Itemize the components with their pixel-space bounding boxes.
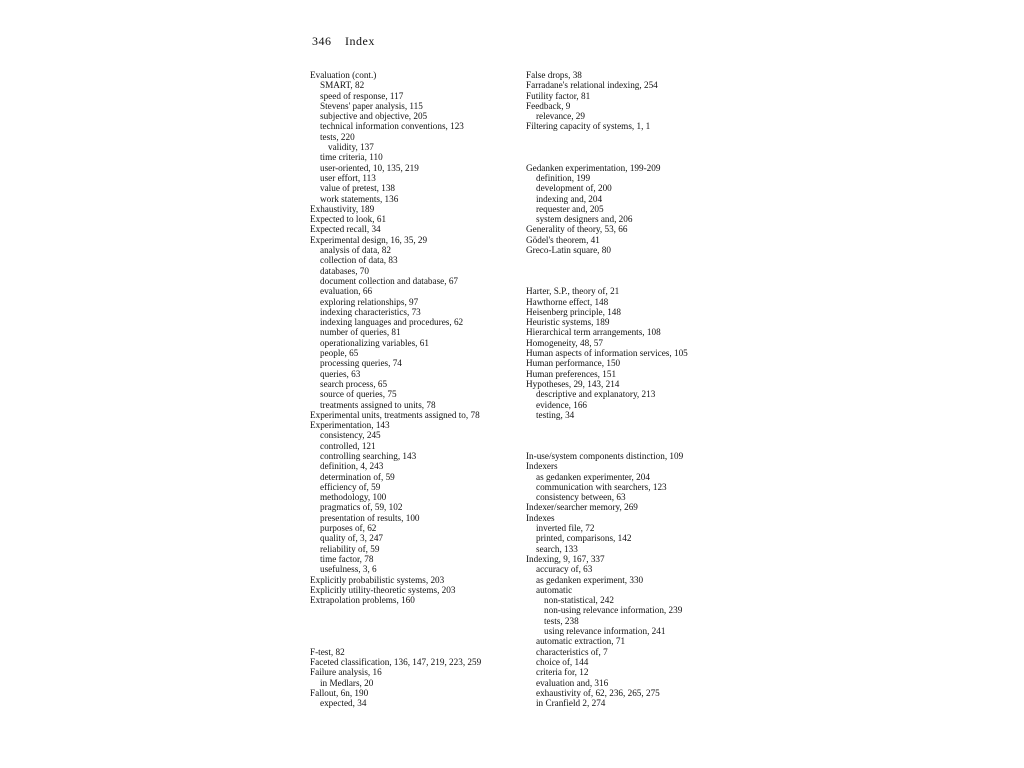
- index-subentry: queries, 63: [320, 368, 361, 379]
- index-gap: [526, 430, 741, 440]
- index-subentry: non-statistical, 242: [544, 595, 614, 606]
- index-subentry: analysis of data, 82: [320, 245, 391, 256]
- index-entry: Expected to look, 61: [310, 214, 387, 225]
- index-subentry: processing queries, 74: [320, 358, 402, 369]
- page-number: 346: [312, 34, 332, 48]
- index-gap: [310, 626, 525, 636]
- index-subentry: in Cranfield 2, 274: [536, 698, 606, 709]
- index-subentry: reliability of, 59: [320, 543, 380, 554]
- index-subentry: value of pretest, 138: [320, 183, 396, 194]
- index-entry: Gedanken experimentation, 199-209: [526, 162, 661, 173]
- index-entry: Faceted classification, 136, 147, 219, 223, 259: [310, 656, 482, 667]
- index-subentry: relevance, 29: [536, 111, 585, 122]
- index-entry: Heisenberg principle, 148: [526, 306, 621, 317]
- index-gap: [526, 276, 741, 286]
- index-subentry: consistency, 245: [320, 430, 381, 441]
- index-subentry: search process, 65: [320, 378, 388, 389]
- index-subentry: controlled, 121: [320, 440, 376, 451]
- index-subentry: pragmatics of, 59, 102: [320, 502, 403, 513]
- index-subentry: collection of data, 83: [320, 255, 398, 266]
- index-entry: Generality of theory, 53, 66: [526, 224, 628, 235]
- index-subentry: choice of, 144: [536, 656, 589, 667]
- index-subentry: purposes of, 62: [320, 523, 377, 534]
- index-entry: Hawthorne effect, 148: [526, 296, 609, 307]
- index-gap: [526, 266, 741, 276]
- index-entry: Human performance, 150: [526, 358, 621, 369]
- index-subentry: indexing and, 204: [536, 193, 603, 204]
- index-subentry: controlling searching, 143: [320, 450, 417, 461]
- index-subentry: document collection and database, 67: [320, 275, 459, 286]
- index-entry: Indexes: [526, 512, 555, 523]
- index-entry: Experimental units, treatments assigned to, 78: [310, 409, 480, 420]
- index-subentry: printed, comparisons, 142: [536, 533, 632, 544]
- index-subentry: evidence, 166: [536, 399, 588, 410]
- index-subentry: user effort, 113: [320, 172, 376, 183]
- index-subentry: development of, 200: [536, 183, 612, 194]
- index-subentry: characteristics of, 7: [536, 646, 608, 657]
- index-subentry: in Medlars, 20: [320, 677, 374, 688]
- index-subentry: using relevance information, 241: [544, 626, 666, 637]
- index-subentry: efficiency of, 59: [320, 481, 381, 492]
- index-subentry: consistency between, 63: [536, 492, 626, 503]
- index-subentry: non-using relevance information, 239: [544, 605, 683, 616]
- index-gap: [526, 132, 741, 142]
- index-entry: Hierarchical term arrangements, 108: [526, 327, 661, 338]
- running-head-title: Index: [345, 34, 375, 48]
- index-subentry: definition, 4, 243: [320, 461, 384, 472]
- index-gap: [526, 142, 741, 152]
- index-entry: Indexer/searcher memory, 269: [526, 502, 638, 513]
- index-subentry: tests, 220: [320, 131, 355, 142]
- index-subentry: accuracy of, 63: [536, 564, 593, 575]
- index-subentry: communication with searchers, 123: [536, 481, 667, 492]
- index-entry: F-test, 82: [310, 646, 345, 657]
- index-subentry: exploring relationships, 97: [320, 296, 419, 307]
- index-subentry: validity, 137: [328, 142, 374, 153]
- index-subentry: SMART, 82: [320, 80, 365, 91]
- index-subentry: speed of response, 117: [320, 90, 404, 101]
- index-subentry: source of queries, 75: [320, 389, 397, 400]
- index-gap: [310, 605, 525, 615]
- index-entry: Indexing, 9, 167, 337: [526, 553, 605, 564]
- index-subentry: descriptive and explanatory, 213: [536, 389, 656, 400]
- index-subentry: quality of, 3, 247: [320, 533, 384, 544]
- index-subentry: subjective and objective, 205: [320, 111, 428, 122]
- index-gap: [310, 636, 525, 646]
- index-entry: Hypotheses, 29, 143, 214: [526, 378, 620, 389]
- index-subentry: as gedanken experimenter, 204: [536, 471, 650, 482]
- index-entry: Human preferences, 151: [526, 368, 617, 379]
- index-subentry: evaluation and, 316: [536, 677, 609, 688]
- index-gap: [526, 420, 741, 430]
- index-subentry: user-oriented, 10, 135, 219: [320, 162, 419, 173]
- index-gap: [526, 441, 741, 451]
- index-subentry: presentation of results, 100: [320, 512, 420, 523]
- index-entry: Feedback, 9: [526, 100, 571, 111]
- index-subentry: search, 133: [536, 543, 578, 554]
- index-subentry: work statements, 136: [320, 193, 399, 204]
- index-gap: [310, 616, 525, 626]
- index-subentry: people, 65: [320, 348, 359, 359]
- index-entry: Harter, S.P., theory of, 21: [526, 286, 620, 297]
- index-entry: Evaluation (cont.): [310, 70, 377, 80]
- index-entry: Fallout, 6n, 190: [310, 687, 369, 698]
- index-subentry: usefulness, 3, 6: [320, 564, 377, 575]
- index-subentry: treatments assigned to units, 78: [320, 399, 436, 410]
- index-entry: Farradane's relational indexing, 254: [526, 80, 658, 91]
- index-subentry: evaluation, 66: [320, 286, 373, 297]
- index-subentry: methodology, 100: [320, 492, 387, 503]
- index-gap: [526, 255, 741, 265]
- index-subentry: automatic extraction, 71: [536, 636, 626, 647]
- index-subentry: indexing languages and procedures, 62: [320, 317, 464, 328]
- index-subentry: technical information conventions, 123: [320, 121, 464, 132]
- index-subentry: expected, 34: [320, 698, 367, 709]
- index-subentry: definition, 199: [536, 172, 591, 183]
- index-subentry: time factor, 78: [320, 553, 374, 564]
- index-entry: False drops, 38: [526, 70, 582, 80]
- running-head: [312, 34, 375, 49]
- index-entry: Indexers: [526, 461, 558, 472]
- index-entry: Failure analysis, 16: [310, 667, 382, 678]
- index-entry: Human aspects of information services, 105: [526, 348, 688, 359]
- index-entry: Gödel's theorem, 41: [526, 234, 600, 245]
- index-entry: Heuristic systems, 189: [526, 317, 610, 328]
- index-subentry: indexing characteristics, 73: [320, 306, 421, 317]
- index-entry: Experimentation, 143: [310, 420, 390, 431]
- index-entry: In-use/system components distinction, 109: [526, 450, 684, 461]
- index-entry: Exhaustivity, 189: [310, 203, 375, 214]
- index-entry: Futility factor, 81: [526, 90, 591, 101]
- index-entry: Experimental design, 16, 35, 29: [310, 234, 428, 245]
- index-subentry: requester and, 205: [536, 203, 604, 214]
- index-entry: Explicitly utility-theoretic systems, 203: [310, 584, 456, 595]
- index-subentry: operationalizing variables, 61: [320, 337, 429, 348]
- index-subentry: testing, 34: [536, 409, 575, 420]
- index-entry: Greco-Latin square, 80: [526, 245, 611, 256]
- index-subentry: time criteria, 110: [320, 152, 383, 163]
- index-entry: Filtering capacity of systems, 1, 1: [526, 121, 651, 132]
- index-entry: Explicitly probabilistic systems, 203: [310, 574, 445, 585]
- index-column-right: [526, 70, 741, 708]
- index-entry: Extrapolation problems, 160: [310, 595, 415, 606]
- index-subentry: automatic: [536, 584, 573, 595]
- index-subentry: databases, 70: [320, 265, 369, 276]
- index-subentry: number of queries, 81: [320, 327, 401, 338]
- index-subentry: system designers and, 206: [536, 214, 633, 225]
- index-column-left: [310, 70, 525, 708]
- index-subentry: criteria for, 12: [536, 667, 589, 678]
- index-subentry: exhaustivity of, 62, 236, 265, 275: [536, 687, 660, 698]
- index-subentry: determination of, 59: [320, 471, 395, 482]
- index-entry: Homogeneity, 48, 57: [526, 337, 603, 348]
- index-entry: Expected recall, 34: [310, 224, 381, 235]
- index-subentry: tests, 238: [544, 615, 579, 626]
- index-subentry: as gedanken experiment, 330: [536, 574, 644, 585]
- index-gap: [526, 152, 741, 162]
- index-subentry: Stevens' paper analysis, 115: [320, 100, 423, 111]
- index-subentry: inverted file, 72: [536, 523, 595, 534]
